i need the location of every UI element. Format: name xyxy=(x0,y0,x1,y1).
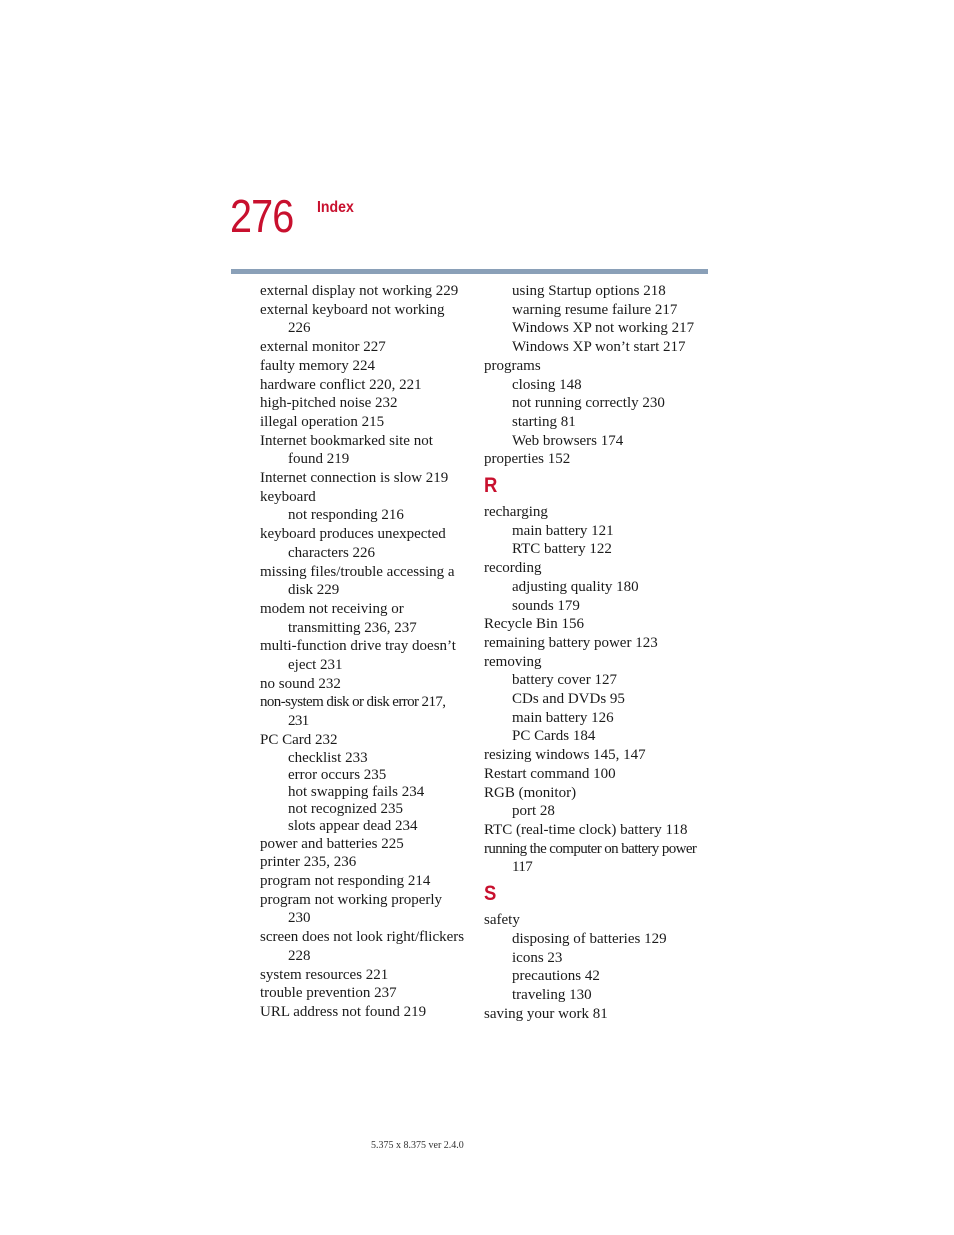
index-entry: external keyboard not working 226 xyxy=(260,301,445,337)
index-entry: program not working properly 230 xyxy=(260,891,443,927)
index-subentry: CDs and DVDs 95 xyxy=(512,691,625,708)
index-entry: illegal operation 215 xyxy=(260,413,385,430)
index-entry: Internet connection is slow 219 xyxy=(260,470,449,487)
index-entry: external monitor 227 xyxy=(260,339,386,356)
index-entry: non-system disk or disk error 217, 231 xyxy=(260,694,446,730)
index-entry: Restart command 100 xyxy=(484,765,616,782)
index-entry: properties 152 xyxy=(484,451,571,468)
index-letter-heading: S xyxy=(484,882,497,906)
index-entry: no sound 232 xyxy=(260,675,341,692)
index-subentry: not recognized 235 xyxy=(288,800,403,817)
index-entry: Recycle Bin 156 xyxy=(484,616,584,633)
index-subentry: RTC battery 122 xyxy=(512,541,612,558)
index-entry: faulty memory 224 xyxy=(260,357,375,374)
section-title: Index xyxy=(317,199,354,216)
index-entry: screen does not look right/flickers 228 xyxy=(260,929,465,964)
index-entry: keyboard xyxy=(260,488,316,505)
index-subentry: main battery 126 xyxy=(512,709,614,726)
index-subentry: adjusting quality 180 xyxy=(512,578,639,595)
index-entry: printer 235, 236 xyxy=(260,854,357,871)
index-subentry: Windows XP not working 217 xyxy=(512,320,695,337)
index-subentry: checklist 233 xyxy=(288,749,368,766)
index-column-left xyxy=(260,282,465,1022)
index-entry: hardware conflict 220, 221 xyxy=(260,376,422,393)
index-entry: system resources 221 xyxy=(260,966,389,983)
index-entry: resizing windows 145, 147 xyxy=(484,747,646,764)
index-subentry: hot swapping fails 234 xyxy=(288,783,425,800)
index-subentry: port 28 xyxy=(512,803,555,820)
index-entry: recharging xyxy=(484,504,548,521)
index-entry: power and batteries 225 xyxy=(260,835,404,852)
index-subentry: PC Cards 184 xyxy=(512,728,596,745)
index-entry: removing xyxy=(484,653,542,670)
index-entry: programs xyxy=(484,357,541,374)
index-entry: high-pitched noise 232 xyxy=(260,395,398,412)
index-subentry: battery cover 127 xyxy=(512,672,617,689)
index-subentry: Web browsers 174 xyxy=(512,432,624,449)
index-entry: missing files/trouble accessing a disk 229 xyxy=(260,563,455,599)
index-subentry: not running correctly 230 xyxy=(512,395,665,412)
index-entry: recording xyxy=(484,560,542,577)
index-entry: program not responding 214 xyxy=(260,872,431,889)
index-entry: multi-function drive tray doesn’t eject 231 xyxy=(260,638,456,674)
index-entry: trouble prevention 237 xyxy=(260,985,397,1002)
index-entry: URL address not found 219 xyxy=(260,1003,427,1020)
page-number: 276 xyxy=(230,190,294,242)
index-subentry: main battery 121 xyxy=(512,522,614,539)
index-subentry: not responding 216 xyxy=(288,507,404,524)
index-entry: external display not working 229 xyxy=(260,283,459,299)
header-rule xyxy=(231,269,708,274)
index-subentry: icons 23 xyxy=(512,949,563,966)
index-subentry: starting 81 xyxy=(512,413,576,430)
index-subentry: disposing of batteries 129 xyxy=(512,930,667,947)
index-entry: safety xyxy=(484,912,520,929)
index-subentry: slots appear dead 234 xyxy=(288,817,418,834)
index-subentry: using Startup options 218 xyxy=(512,283,666,299)
index-column-right xyxy=(484,282,714,1023)
index-entry: PC Card 232 xyxy=(260,731,338,748)
index-entry: Internet bookmarked site not found 219 xyxy=(260,432,433,468)
index-subentry: error occurs 235 xyxy=(288,766,387,783)
index-entry: modem not receiving or transmitting 236, 237 xyxy=(260,600,417,636)
index-subentry: warning resume failure 217 xyxy=(512,301,678,318)
footer-version: 5.375 x 8.375 ver 2.4.0 xyxy=(371,1140,464,1151)
index-subentry: precautions 42 xyxy=(512,968,600,985)
index-entry: RTC (real-time clock) battery 118 xyxy=(484,821,688,838)
index-subentry: sounds 179 xyxy=(512,597,580,614)
index-letter-heading: R xyxy=(484,474,498,498)
index-entry: remaining battery power 123 xyxy=(484,634,658,651)
index-subentry: Windows XP won’t start 217 xyxy=(512,339,686,356)
index-subentry: closing 148 xyxy=(512,376,582,393)
index-entry: running the computer on battery power 117 xyxy=(484,840,697,876)
index-entry: keyboard produces unexpected characters 226 xyxy=(260,526,446,561)
index-entry: RGB (monitor) xyxy=(484,784,577,801)
index-subentry: traveling 130 xyxy=(512,986,592,1003)
index-entry: saving your work 81 xyxy=(484,1005,608,1022)
